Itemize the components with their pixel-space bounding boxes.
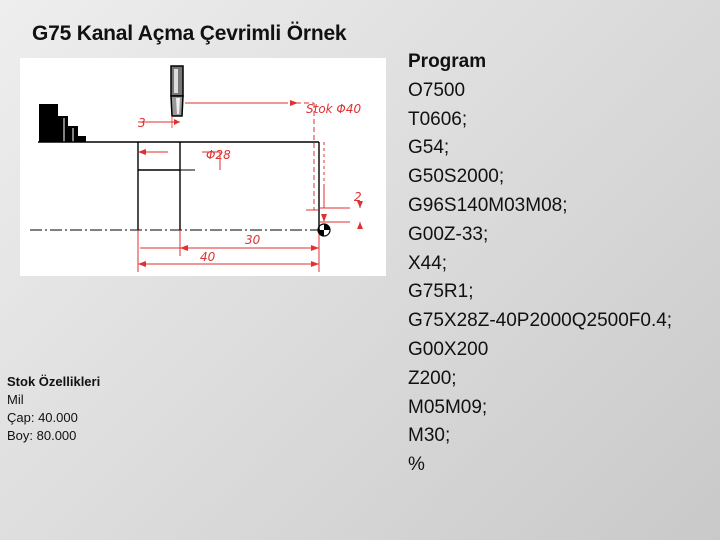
program-line: G50S2000; [408, 166, 505, 188]
program-line: O7500 [408, 79, 466, 101]
program-listing [408, 48, 672, 480]
clearance-label: 2 [354, 190, 362, 204]
program-line: Z200; [408, 367, 457, 389]
program-line: G00X200 [408, 338, 489, 360]
length-30-label: 30 [245, 233, 261, 247]
program-line: T0606; [408, 108, 468, 130]
workpiece [38, 142, 319, 230]
stock-material: Mil [7, 392, 24, 407]
chuck-jaws [39, 104, 86, 142]
program-line: M30; [408, 425, 451, 447]
slide-title: G75 Kanal Açma Çevrimli Örnek [32, 22, 347, 45]
technical-drawing [20, 58, 386, 276]
grooving-tool [171, 66, 183, 116]
groove-width-label: 3 [138, 116, 146, 130]
program-heading: Program [408, 51, 487, 72]
stock-length: Boy: 80.000 [7, 428, 77, 443]
program-line: G75X28Z-40P2000Q2500F0.4; [408, 310, 673, 332]
program-line: G00Z-33; [408, 223, 489, 245]
program-line: X44; [408, 252, 448, 274]
program-line: M05M09; [408, 396, 488, 418]
length-40-label: 40 [200, 250, 216, 264]
stock-info [7, 373, 100, 445]
program-line: G54; [408, 137, 450, 159]
program-line: G75R1; [408, 281, 474, 303]
stock-diameter-label: Stok Φ40 [306, 102, 362, 116]
stock-heading: Stok Özellikleri [7, 374, 101, 389]
program-line: % [408, 454, 425, 476]
stock-diameter: Çap: 40.000 [7, 410, 78, 425]
groove-diameter-label: Φ28 [206, 148, 231, 162]
program-line: G96S140M03M08; [408, 194, 568, 216]
reference-point-icon [318, 224, 330, 236]
